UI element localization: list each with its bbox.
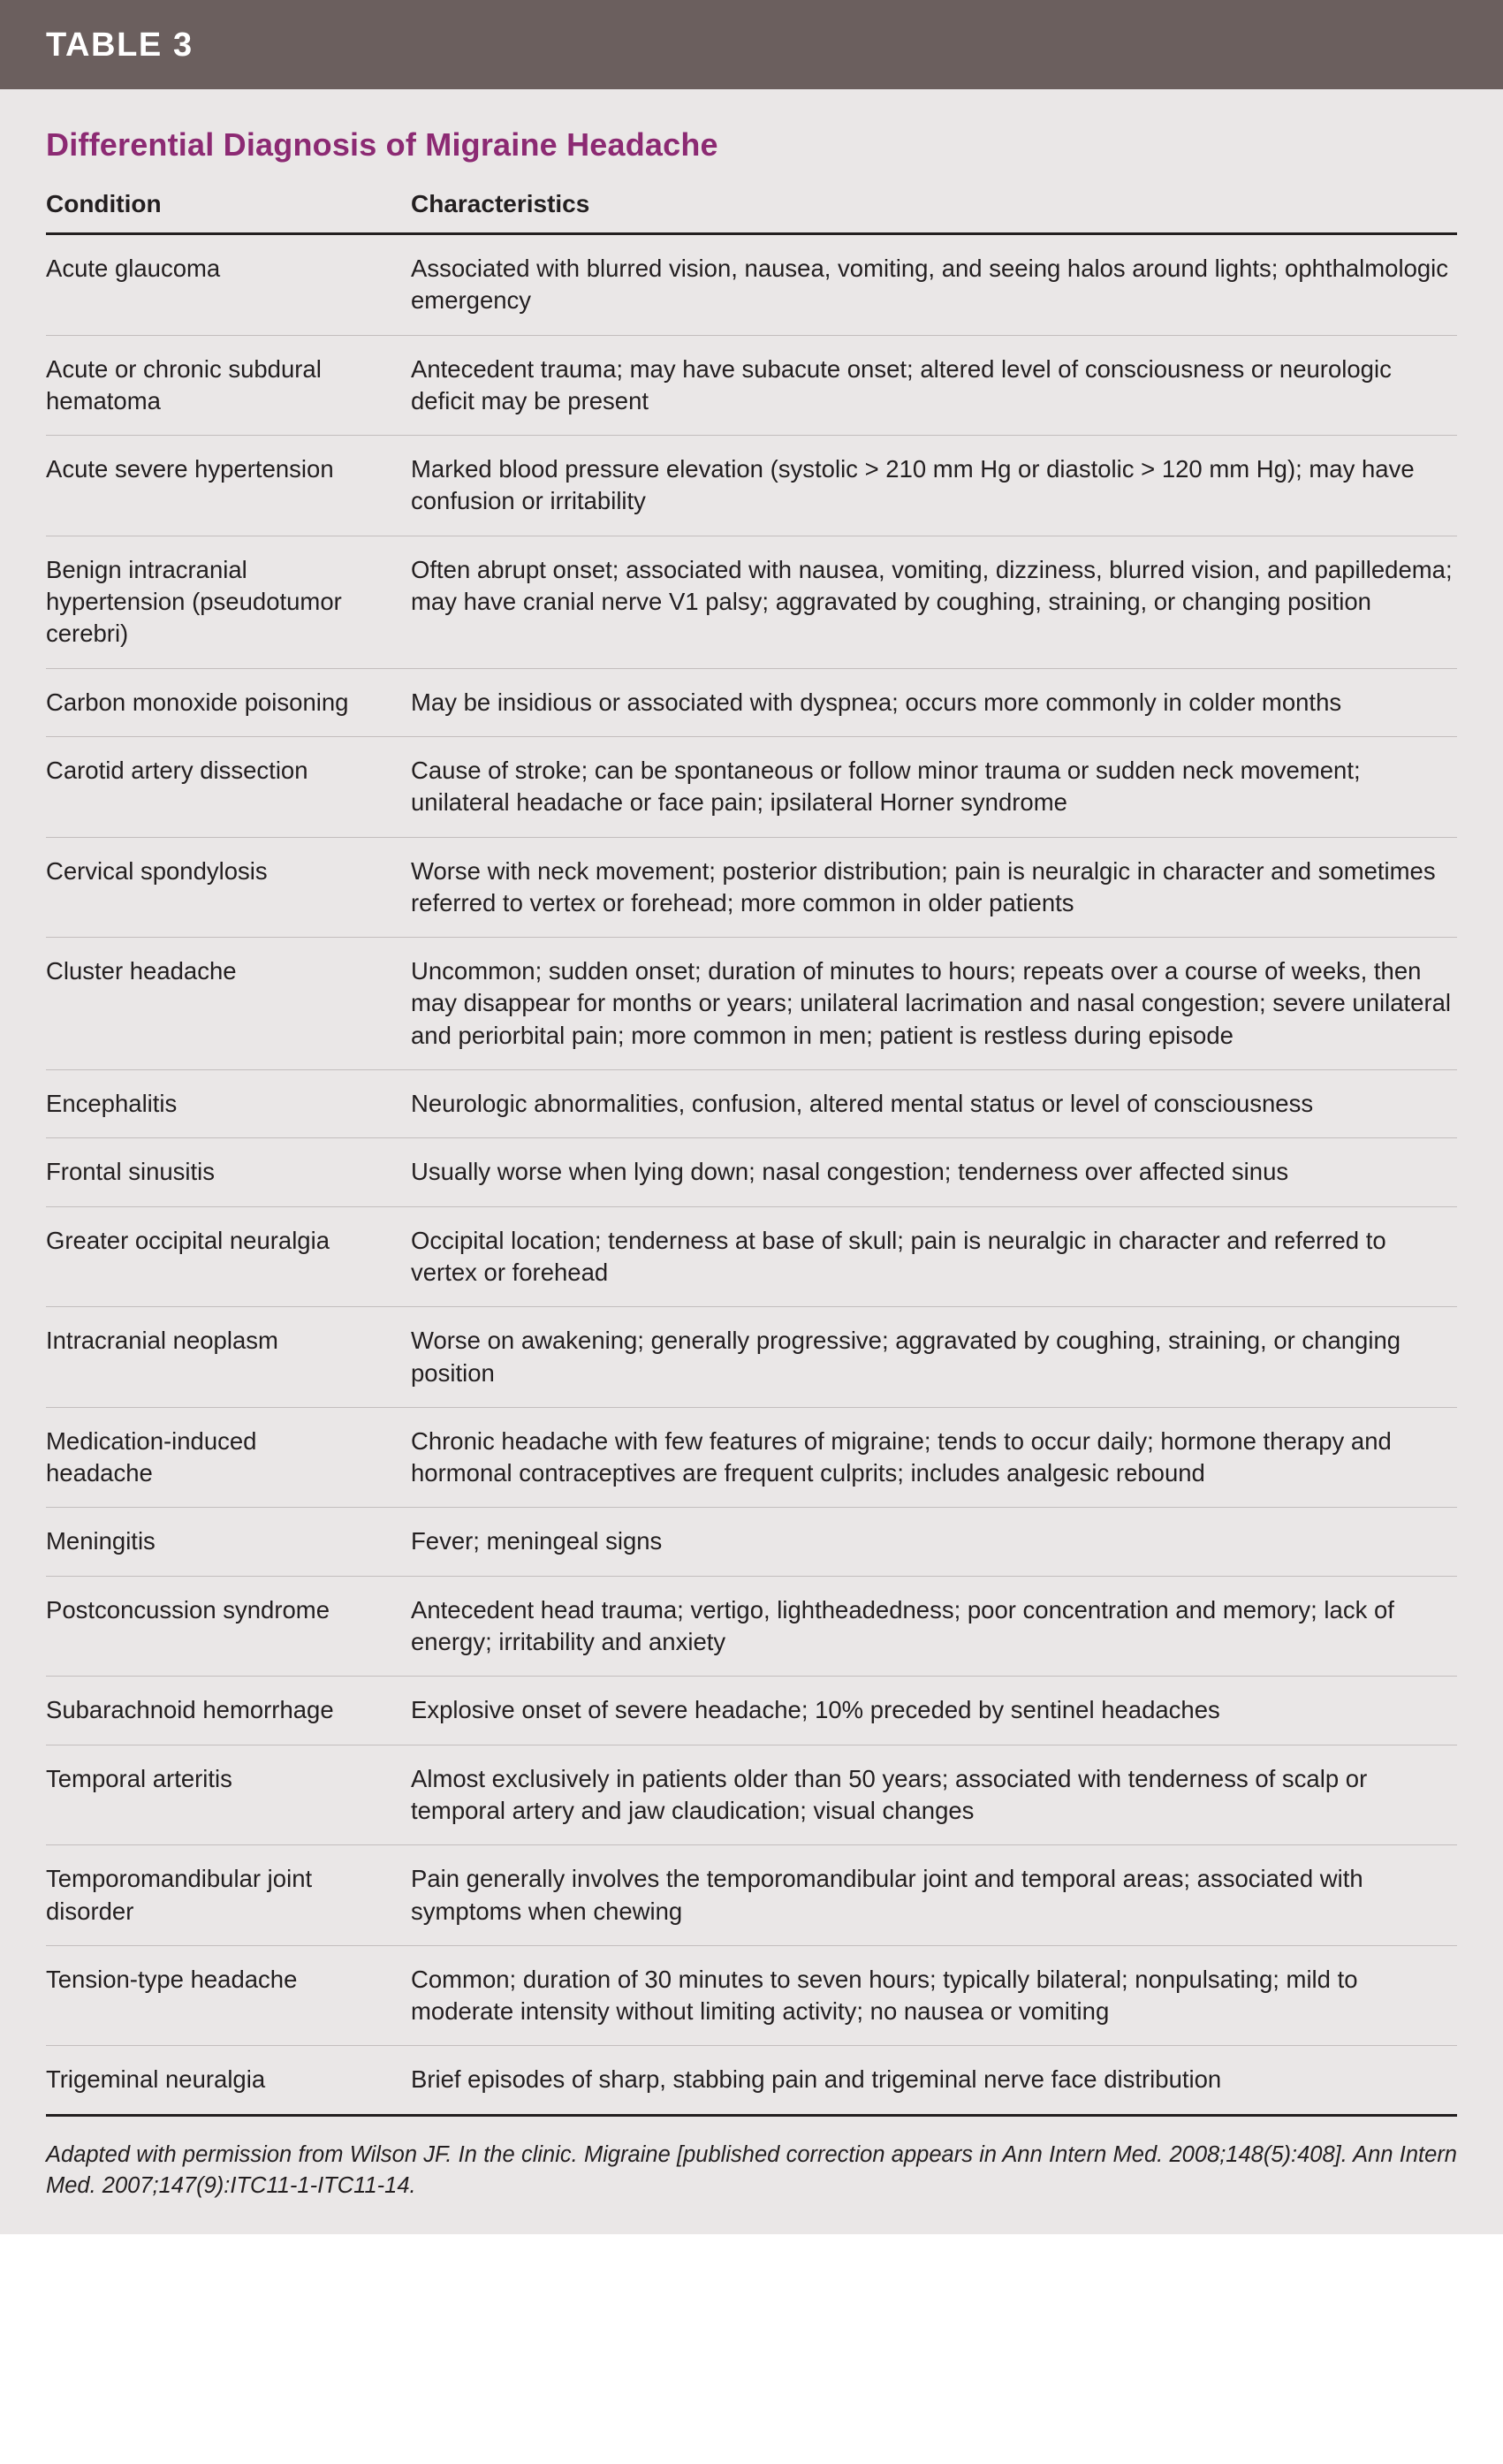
cell-characteristics: Associated with blurred vision, nausea, vomiting, and seeing halos around lights; ophthalmologic emergency xyxy=(386,234,1457,336)
cell-condition: Frontal sinusitis xyxy=(46,1138,386,1206)
cell-characteristics: Marked blood pressure elevation (systolic > 210 mm Hg or diastolic > 120 mm Hg); may have confusion or irritability xyxy=(386,436,1457,536)
cell-characteristics: Brief episodes of sharp, stabbing pain and trigeminal nerve face distribution xyxy=(411,2065,1222,2094)
table-row xyxy=(46,234,1457,336)
cell-characteristics: Worse with neck movement; posterior distribution; pain is neuralgic in character and sometimes referred to vertex or forehead; more common in older patients xyxy=(386,837,1457,938)
cell-characteristics: Neurologic abnormalities, confusion, altered mental status or level of consciousness xyxy=(386,1070,1457,1138)
column-header-condition: Condition xyxy=(46,190,162,217)
cell-condition: Intracranial neoplasm xyxy=(46,1307,386,1408)
cell-characteristics: Explosive onset of severe headache; 10% preceded by sentinel headaches xyxy=(386,1677,1457,1745)
cell-condition: Tension-type headache xyxy=(46,1945,386,2046)
table-header-row xyxy=(46,190,1457,234)
table-row xyxy=(46,1576,1457,1677)
cell-condition: Carbon monoxide poisoning xyxy=(46,668,386,736)
table-row xyxy=(46,837,1457,938)
page-title: Differential Diagnosis of Migraine Headache xyxy=(46,126,718,163)
table-row xyxy=(46,1677,1457,1745)
cell-characteristics: Antecedent trauma; may have subacute onset; altered level of consciousness or neurologic deficit may be present xyxy=(386,335,1457,436)
cell-characteristics: Pain generally involves the temporomandibular joint and temporal areas; associated with symptoms when chewing xyxy=(386,1845,1457,1946)
cell-condition: Subarachnoid hemorrhage xyxy=(46,1677,386,1745)
cell-characteristics: Common; duration of 30 minutes to seven hours; typically bilateral; nonpulsating; mild to moderate intensity without limiting activity; no nausea or vomiting xyxy=(386,1945,1457,2046)
cell-condition: Meningitis xyxy=(46,1508,386,1576)
cell-characteristics: Occipital location; tenderness at base of skull; pain is neuralgic in character and referred to vertex or forehead xyxy=(386,1206,1457,1307)
table-row xyxy=(46,1070,1457,1138)
cell-condition: Benign intracranial hypertension (pseudotumor cerebri) xyxy=(46,536,386,668)
table-row xyxy=(46,536,1457,668)
table-row xyxy=(46,1945,1457,2046)
table-row xyxy=(46,1745,1457,1845)
table-row xyxy=(46,1307,1457,1408)
cell-characteristics: Often abrupt onset; associated with nausea, vomiting, dizziness, blurred vision, and papilledema; may have cranial nerve V1 palsy; aggravated by coughing, straining, or changing position xyxy=(386,536,1457,668)
table-row xyxy=(46,1845,1457,1946)
table-body-rows xyxy=(46,234,1457,2114)
cell-condition: Temporal arteritis xyxy=(46,1745,386,1845)
footnote-container xyxy=(0,2114,1503,2234)
cell-condition: Trigeminal neuralgia xyxy=(46,2065,266,2094)
table-head xyxy=(46,190,1457,234)
cell-characteristics: Chronic headache with few features of migraine; tends to occur daily; hormone therapy and hormonal contraceptives are frequent culprits; includes analgesic rebound xyxy=(386,1407,1457,1508)
cell-condition: Cervical spondylosis xyxy=(46,837,386,938)
cell-characteristics: Antecedent head trauma; vertigo, lightheadedness; poor concentration and memory; lack of energy; irritability and anxiety xyxy=(386,1576,1457,1677)
cell-condition: Greater occipital neuralgia xyxy=(46,1206,386,1307)
table-row xyxy=(46,436,1457,536)
table-row xyxy=(46,1138,1457,1206)
cell-characteristics: Fever; meningeal signs xyxy=(386,1508,1457,1576)
cell-characteristics: Worse on awakening; generally progressive; aggravated by coughing, straining, or changing position xyxy=(386,1307,1457,1408)
cell-characteristics: Almost exclusively in patients older than 50 years; associated with tenderness of scalp or temporal artery and jaw claudication; visual changes xyxy=(386,1745,1457,1845)
table-row xyxy=(46,1206,1457,1307)
table-row xyxy=(46,1508,1457,1576)
cell-characteristics: May be insidious or associated with dyspnea; occurs more commonly in colder months xyxy=(386,668,1457,736)
cell-characteristics: Usually worse when lying down; nasal congestion; tenderness over affected sinus xyxy=(386,1138,1457,1206)
table-row xyxy=(46,668,1457,736)
table-row xyxy=(46,736,1457,837)
cell-condition: Acute or chronic subdural hematoma xyxy=(46,335,386,436)
cell-condition: Acute glaucoma xyxy=(46,234,386,336)
cell-condition: Cluster headache xyxy=(46,938,386,1070)
column-header-characteristics: Characteristics xyxy=(411,190,590,217)
cell-condition: Carotid artery dissection xyxy=(46,736,386,837)
table-row xyxy=(46,2046,1457,2114)
cell-condition: Temporomandibular joint disorder xyxy=(46,1845,386,1946)
cell-characteristics: Cause of stroke; can be spontaneous or follow minor trauma or sudden neck movement; unilateral headache or face pain; ipsilateral Horner syndrome xyxy=(386,736,1457,837)
table-row xyxy=(46,1407,1457,1508)
cell-condition: Postconcussion syndrome xyxy=(46,1576,386,1677)
table-number-header: TABLE 3 xyxy=(0,0,1503,89)
cell-characteristics: Uncommon; sudden onset; duration of minutes to hours; repeats over a course of weeks, then may disappear for months or years; unilateral lacrimation and nasal congestion; severe unilateral and periorbital pain; more common in men; patient is restless during episode xyxy=(386,938,1457,1070)
footnote: Adapted with permission from Wilson JF. In the clinic. Migraine [published correction appears in Ann Intern Med. 2008;148(5):408]. Ann Intern Med. 2007;147(9):ITC11-1-ITC11-14. xyxy=(46,2114,1457,2202)
cell-condition: Acute severe hypertension xyxy=(46,436,386,536)
table-body xyxy=(0,89,1503,2114)
differential-diagnosis-table xyxy=(46,190,1457,2114)
table-row xyxy=(46,335,1457,436)
cell-condition: Encephalitis xyxy=(46,1070,386,1138)
table-row xyxy=(46,938,1457,1070)
cell-condition: Medication-induced headache xyxy=(46,1407,386,1508)
